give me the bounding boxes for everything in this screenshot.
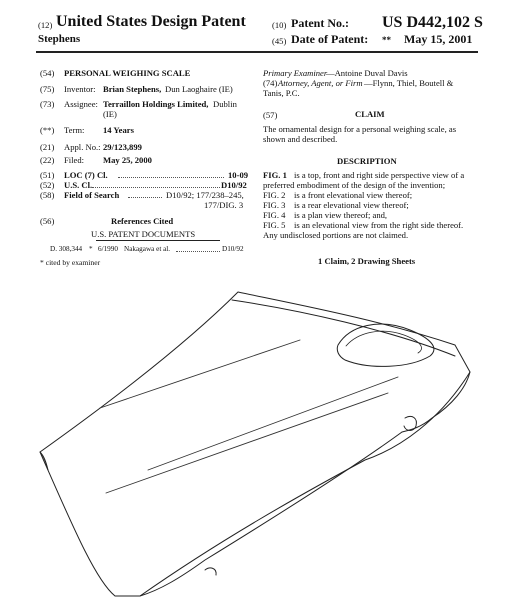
primary-examiner-label: Primary Examiner xyxy=(263,68,328,78)
assignee-label: Assignee: xyxy=(64,99,98,109)
fig3-text: is a rear elevational view thereof; xyxy=(294,200,409,210)
claim-text-line-1: The ornamental design for a personal weighing scale, as xyxy=(263,124,457,134)
us-patent-documents-heading: U.S. PATENT DOCUMENTS xyxy=(91,229,196,239)
code-57: (57) xyxy=(263,110,278,120)
appl-no-value: 29/123,899 xyxy=(103,142,142,152)
filed-value: May 25, 2000 xyxy=(103,155,152,165)
claim-heading: CLAIM xyxy=(355,109,385,119)
reflection-line xyxy=(106,393,388,493)
code-51: (51) xyxy=(40,170,55,180)
reference-class: D10/92 xyxy=(222,245,244,253)
stars: ** xyxy=(382,35,391,45)
code-22: (22) xyxy=(40,155,55,165)
inventor-location: Dun Laoghaire (IE) xyxy=(165,84,233,94)
code-74: (74) xyxy=(263,78,278,88)
filed-label: Filed: xyxy=(64,155,85,165)
attorney-label: Attorney, Agent, or Firm xyxy=(278,78,363,88)
inventor-label: Inventor: xyxy=(64,84,96,94)
code-58: (58) xyxy=(40,190,55,200)
code-52: (52) xyxy=(40,180,55,190)
fig1-label: FIG. 1 xyxy=(263,170,287,180)
patent-number: US D442,102 S xyxy=(382,14,483,31)
fig4-label: FIG. 4 xyxy=(263,210,286,220)
code-term: (**) xyxy=(40,125,55,135)
fig2-label: FIG. 2 xyxy=(263,190,286,200)
reflection-line xyxy=(100,340,300,408)
code-73: (73) xyxy=(40,99,55,109)
fig1-text-2: preferred embodiment of the design of the invention; xyxy=(263,180,446,190)
reflection-line xyxy=(148,377,398,470)
term-value: 14 Years xyxy=(103,125,134,135)
attorney-value-2: Tanis, P.C. xyxy=(263,88,300,98)
code-54: (54) xyxy=(40,68,55,78)
field-of-search-label: Field of Search xyxy=(64,190,120,200)
references-cited-title: References Cited xyxy=(111,216,174,226)
reference-date: 6/1990 xyxy=(98,245,118,253)
display-window-inner xyxy=(346,331,422,353)
fig4-text: is a plan view thereof; and, xyxy=(294,210,388,220)
scale-foot-front xyxy=(205,568,216,575)
display-window xyxy=(337,324,434,366)
assignee-name: Terraillon Holdings Limited, xyxy=(103,99,209,109)
patent-no-label: Patent No.: xyxy=(291,16,349,30)
code-45: (45) xyxy=(272,36,287,46)
reference-name: Nakagawa et al. xyxy=(124,245,171,253)
inventor-surname: Stephens xyxy=(38,33,81,45)
undisclosed-note: Any undisclosed portions are not claimed. xyxy=(263,230,409,240)
fig1-text: is a top, front and right side perspective view of a xyxy=(294,170,465,180)
us-class-label: U.S. Cl. xyxy=(64,180,93,190)
appl-no-label: Appl. No.: xyxy=(64,142,101,152)
fig5-text: is an elevational view from the right side thereof. xyxy=(294,220,464,230)
attorney-value: —Flynn, Thiel, Boutell & xyxy=(364,78,454,88)
invention-title: PERSONAL WEIGHING SCALE xyxy=(64,68,191,78)
scale-foot-right xyxy=(404,416,416,430)
fig3-label: FIG. 3 xyxy=(263,200,286,210)
code-21: (21) xyxy=(40,142,55,152)
field-of-search-value: D10/92; 177/238–245, xyxy=(166,190,244,200)
code-12: (12) xyxy=(38,20,53,30)
loc-class-label: LOC (7) Cl. xyxy=(64,170,108,180)
cited-by-examiner-note: * cited by examiner xyxy=(40,258,101,267)
assignee-location: Dublin xyxy=(213,99,237,109)
us-class-value: D10/92 xyxy=(221,180,247,190)
loc-class-value: 10-09 xyxy=(228,170,249,180)
scale-right-edge xyxy=(402,372,470,432)
code-56: (56) xyxy=(40,216,55,226)
code-75: (75) xyxy=(40,84,55,94)
fig5-label: FIG. 5 xyxy=(263,220,286,230)
inventor-name: Brian Stephens, xyxy=(103,84,162,94)
reference-number: D. 308,344 xyxy=(50,245,83,253)
fig2-text: is a front elevational view thereof; xyxy=(294,190,413,200)
reference-star: * xyxy=(89,245,93,253)
claim-text-line-2: shown and described. xyxy=(263,134,338,144)
primary-examiner-name: —Antoine Duval Davis xyxy=(326,68,408,78)
patent-date: May 15, 2001 xyxy=(404,32,473,46)
document-title: United States Design Patent xyxy=(56,13,246,30)
field-of-search-value-2: 177/DIG. 3 xyxy=(204,200,244,210)
term-label: Term: xyxy=(64,125,85,135)
claims-sheets-count: 1 Claim, 2 Drawing Sheets xyxy=(318,256,416,266)
description-heading: DESCRIPTION xyxy=(337,156,397,166)
date-label: Date of Patent: xyxy=(291,32,369,46)
assignee-location-country: (IE) xyxy=(103,109,117,119)
code-10: (10) xyxy=(272,20,287,30)
scale-front-edge xyxy=(140,432,402,596)
scale-top-surface xyxy=(40,292,470,596)
